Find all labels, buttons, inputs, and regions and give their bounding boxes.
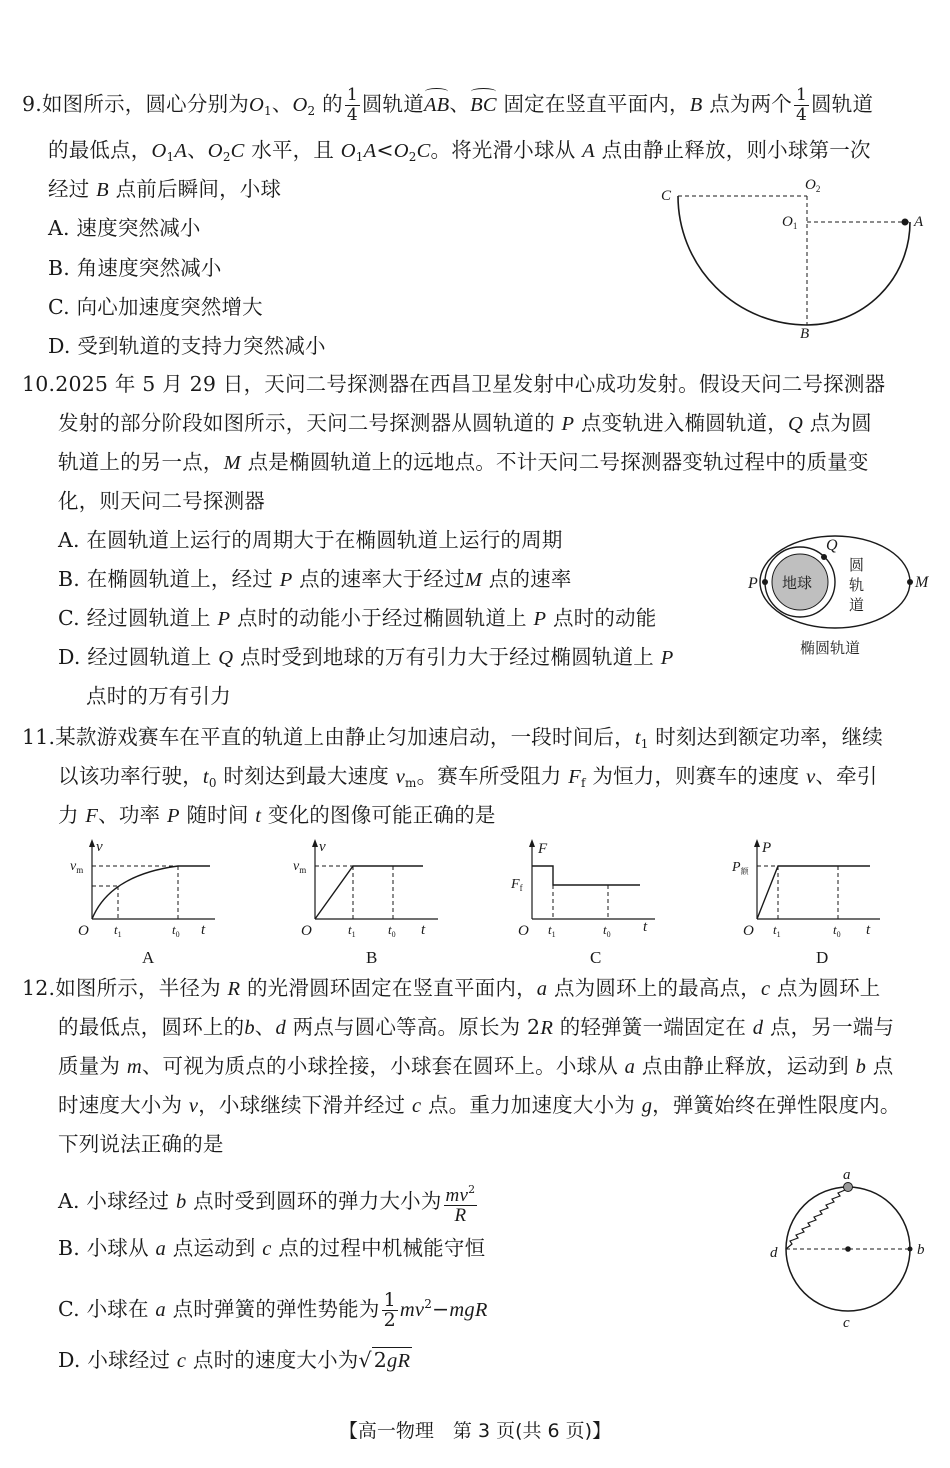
q10-figure-orbits xyxy=(740,530,940,665)
svg-text:t0: $t_0$ xyxy=(172,922,180,939)
q9-line-2: 的最低点，$O_1A$、$O_2C$ 水平，且 $O_1A<O_2C$。将光滑小球从 A 点由静止释放，则小球第一次 xyxy=(48,138,871,164)
q9-option-b: B. 角速度突然减小 xyxy=(48,256,222,280)
point-b xyxy=(908,1247,913,1252)
q9-fraction-2: $\frac{1}{4}$ xyxy=(796,85,808,125)
label-gui: 轨 xyxy=(849,578,865,594)
svg-text:t0: $t_0$ xyxy=(603,922,611,939)
q11-graph-b xyxy=(293,835,453,970)
label-o2: $O_2$ xyxy=(805,177,821,194)
label-m: M xyxy=(915,574,929,591)
point-m xyxy=(907,579,913,585)
svg-text:Ff: $F_f$ xyxy=(511,877,523,893)
label-b: B xyxy=(800,326,810,342)
q9-option-c: C. 向心加速度突然增大 xyxy=(48,295,263,319)
graph-a-label: A xyxy=(142,948,155,967)
svg-text:v: v xyxy=(319,839,326,855)
q11-line-2: 以该功率行驶，$t_0$ 时刻达到最大速度 $v_m$。赛车所受阻力 $F_f$ 为恒力，则赛车的速度 v、牵引 xyxy=(58,764,878,790)
q10-option-a: A. 在圆轨道上运行的周期大于在椭圆轨道上运行的周期 xyxy=(58,528,563,552)
q11-line-1: 11.某款游戏赛车在平直的轨道上由静止匀加速启动，一段时间后，$t_1$ 时刻达到额定功率，继续 xyxy=(22,725,883,751)
graph-b-label: B xyxy=(366,948,378,967)
label-a: a xyxy=(843,1167,851,1183)
q12-option-b: B. 小球从 a 点运动到 c 点的过程中机械能守恒 xyxy=(58,1236,486,1260)
svg-text:v: v xyxy=(96,839,103,855)
graph-c-label: C xyxy=(590,948,602,967)
q12-line-2: 的最低点，圆环上的b、d 两点与圆心等高。原长为 2R 的轻弹簧一端固定在 d 点，另一端与 xyxy=(58,1015,895,1039)
label-earth: 地球 xyxy=(782,576,813,592)
svg-text:P额: $P_额$ xyxy=(732,860,749,876)
center-point xyxy=(845,1246,851,1252)
label-ellipse-orbit: 椭圆轨道 xyxy=(800,641,861,657)
svg-text:O: O xyxy=(78,923,89,939)
svg-text:t0: $t_0$ xyxy=(388,922,396,939)
svg-text:F: F xyxy=(538,841,548,857)
q10-option-c: C. 经过圆轨道上 P 点时的动能小于经过椭圆轨道上 P 点时的动能 xyxy=(58,606,657,630)
svg-text:O: O xyxy=(518,923,529,939)
q9-line-1: 9.如图所示，圆心分别为$O_1$、$O_2$ 的 $\frac{1}{4}$ 圆轨道AB、BC 固定在竖直平面内，B 点为两个 $\frac{1}{4}$ 圆轨道 xyxy=(22,85,874,125)
spring xyxy=(786,1187,848,1249)
label-p: P xyxy=(748,575,758,592)
label-b: b xyxy=(917,1242,925,1258)
point-q xyxy=(821,554,827,560)
q10-option-d: D. 经过圆轨道上 Q 点时受到地球的万有引力大于经过椭圆轨道上 P xyxy=(58,645,674,669)
q10-option-b: B. 在椭圆轨道上，经过 P 点的速率大于经过M 点的速率 xyxy=(58,567,572,591)
svg-text:vm: $v_m$ xyxy=(70,859,84,875)
svg-text:t1: $t_1$ xyxy=(548,922,556,939)
svg-text:t0: $t_0$ xyxy=(833,922,841,939)
q12-option-d: D. 小球经过 c 点时的速度大小为√2gR xyxy=(58,1348,411,1372)
track-arc-ab xyxy=(807,222,910,325)
ball-at-a xyxy=(902,219,909,226)
q12-option-a: A. 小球经过 b 点时受到圆环的弹力大小为 $\frac{mv^2}{R}$ xyxy=(58,1180,479,1225)
q9-option-d: D. 受到轨道的支持力突然减小 xyxy=(48,334,326,358)
ball xyxy=(844,1183,853,1192)
q12-line-4: 时速度大小为 v，小球继续下滑并经过 c 点。重力加速度大小为 g，弹簧始终在弹性限度内。 xyxy=(58,1093,901,1117)
page-footer: 【高一物理 第 3 页(共 6 页)】 xyxy=(338,1420,612,1442)
q10-line-3: 轨道上的另一点，M 点是椭圆轨道上的远地点。不计天问二号探测器变轨过程中的质量变 xyxy=(58,450,869,474)
q12-line-5: 下列说法正确的是 xyxy=(58,1132,224,1156)
q12-figure-ring xyxy=(762,1162,937,1332)
svg-text:t1: $t_1$ xyxy=(114,922,122,939)
svg-text:t1: $t_1$ xyxy=(773,922,781,939)
label-o1: $O_1$ xyxy=(782,214,798,231)
q12-line-1: 12.如图所示，半径为 R 的光滑圆环固定在竖直平面内，a 点为圆环上的最高点，c 点为圆环上 xyxy=(22,976,881,1000)
q12-line-3: 质量为 m、可视为质点的小球拴接，小球套在圆环上。小球从 a 点由静止释放，运动到 b 点 xyxy=(58,1054,894,1078)
q9-line-3: 经过 B 点前后瞬间，小球 xyxy=(48,177,282,201)
svg-text:O: O xyxy=(301,923,312,939)
q12-option-c: C. 小球在 a 点时弹簧的弹性势能为 $\frac{1}{2}$ $mv^2-mgR$ xyxy=(58,1289,488,1331)
q10-option-d-cont: 点时的万有引力 xyxy=(86,684,231,708)
q11-graph-a xyxy=(70,835,230,970)
q9-option-a: A. 速度突然减小 xyxy=(48,216,201,240)
svg-text:P: P xyxy=(762,840,772,856)
svg-text:t: t xyxy=(866,922,871,938)
q11-graph-d xyxy=(730,835,890,970)
q10-line-2: 发射的部分阶段如图所示，天问二号探测器从圆轨道的 P 点变轨进入椭圆轨道，Q 点为圆 xyxy=(58,411,872,435)
label-d: d xyxy=(770,1245,778,1261)
svg-text:t1: $t_1$ xyxy=(348,922,356,939)
svg-text:t: t xyxy=(643,919,648,935)
svg-text:O: O xyxy=(743,923,754,939)
q11-line-3: 力 F、功率 P 随时间 t 变化的图像可能正确的是 xyxy=(58,803,496,827)
label-c: C xyxy=(661,188,672,204)
q10-line-1: 10.2025 年 5 月 29 日，天问二号探测器在西昌卫星发射中心成功发射。假设天问二号探测器 xyxy=(22,372,886,396)
svg-text:vm: $v_m$ xyxy=(293,859,307,875)
q9-fraction-1: $\frac{1}{4}$ xyxy=(346,85,358,125)
label-c: c xyxy=(843,1315,850,1331)
label-yuan: 圆 xyxy=(849,558,865,574)
svg-text:t: t xyxy=(201,922,206,938)
point-p xyxy=(762,579,768,585)
svg-text:t: t xyxy=(421,922,426,938)
label-dao: 道 xyxy=(849,598,865,614)
label-q: Q xyxy=(826,537,838,554)
graph-d-label: D xyxy=(816,948,829,967)
q11-graph-c xyxy=(510,835,670,970)
q9-figure-quarter-circle-tracks xyxy=(655,175,935,345)
q10-line-4: 化，则天问二号探测器 xyxy=(58,489,265,513)
label-a: A xyxy=(914,214,924,230)
